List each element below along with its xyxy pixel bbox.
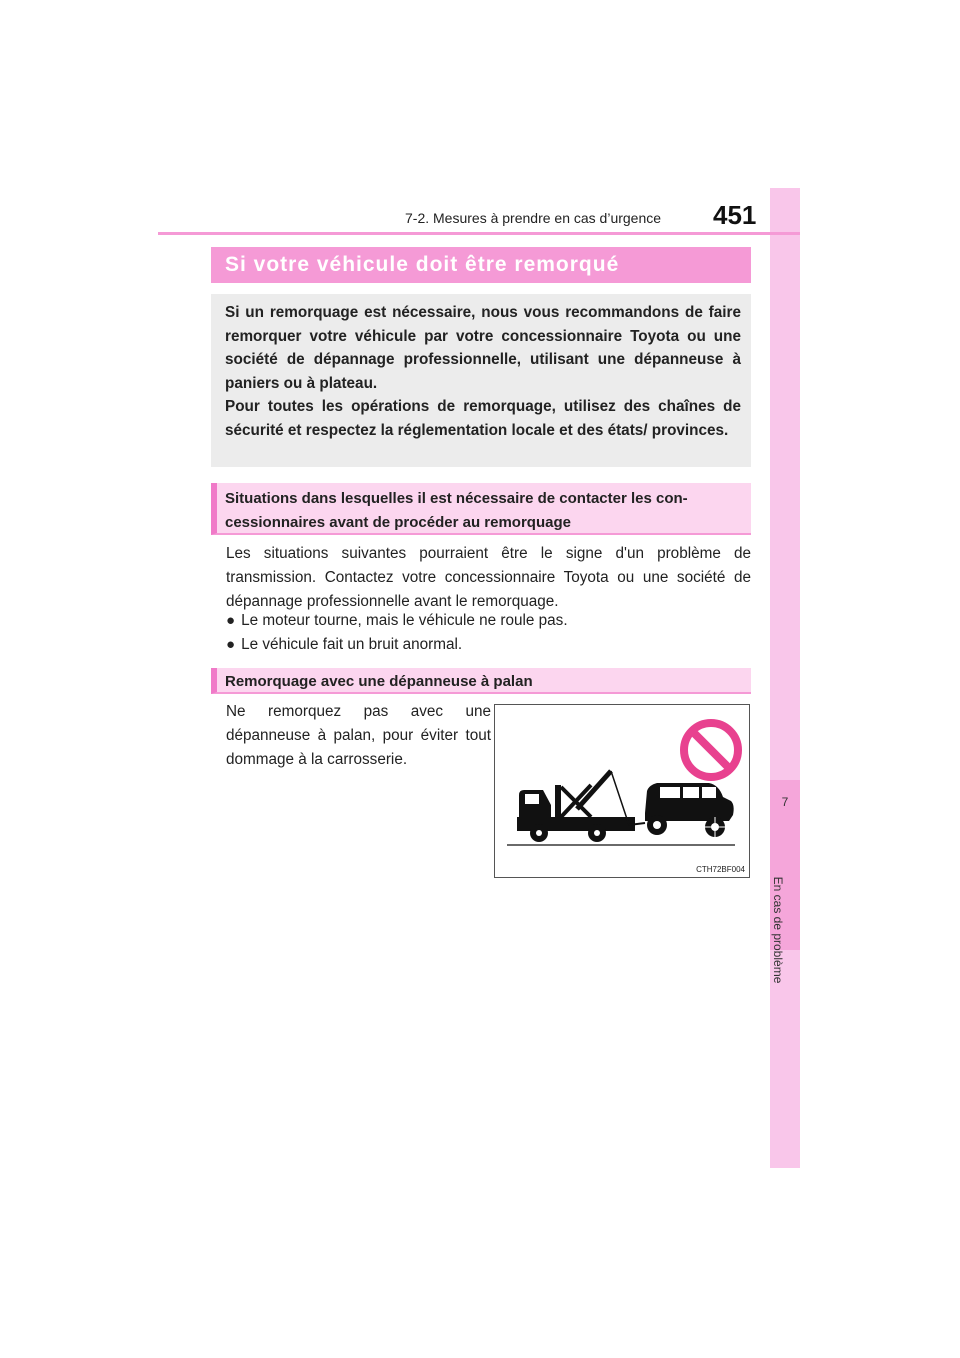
section-heading-dealer-contact (211, 483, 751, 535)
list-item: ● Le véhicule fait un bruit anormal. (226, 636, 463, 653)
tow-truck-illustration (494, 704, 750, 878)
page-title-bar (211, 247, 751, 283)
intro-box (211, 294, 751, 467)
chapter-label: En cas de problème (771, 876, 785, 984)
section-heading-line-1: Situations dans lesquelles il est nécessaire de contacter les con- (225, 490, 688, 507)
suv-icon (645, 783, 734, 837)
section-heading: Remorquage avec une dépanneuse à palan (225, 673, 533, 690)
figure-code: CTH72BF004 (696, 865, 745, 874)
section1-body: Les situations suivantes pourraient être le signe d'un problème de transmission. Contactez votre concessionnaire Toyota ou une société de dépannage professionnelle avant le remorquage. (226, 545, 751, 610)
bullet-icon: ● (226, 636, 236, 653)
prohibition-icon (684, 723, 738, 777)
chapter-number: 7 (781, 795, 789, 809)
section2-body: Ne remorquez pas avec une dépanneuse à palan, pour éviter tout dommage à la carrosserie. (226, 703, 491, 768)
tow-truck-icon (517, 771, 635, 842)
section-heading-line-2: cessionnaires avant de procéder au remorquage (225, 513, 571, 531)
chapter-side-strip (770, 188, 800, 1168)
intro-paragraph-2: Pour toutes les opérations de remorquage, utilisez des chaînes de sécurité et respectez la réglementation locale et des états/ provinces. (225, 398, 741, 439)
section-heading-wheel-lift (211, 668, 751, 694)
header-section-title: 7-2. Mesures à prendre en cas d’urgence (405, 210, 662, 226)
header-divider (158, 232, 800, 235)
tow-truck-drawing (495, 705, 749, 877)
list-item: ● Le moteur tourne, mais le véhicule ne roule pas. (226, 612, 568, 629)
page-title: Si votre véhicule doit être remorqué (225, 253, 620, 276)
bullet-icon: ● (226, 612, 236, 629)
page-number: 451 (713, 200, 757, 230)
intro-paragraph-1: Si un remorquage est nécessaire, nous vous recommandons de faire remorquer votre véhicule par votre concessionnaire Toyota ou une société de dépannage professionnelle, utilisant une dépanneuse à paniers ou à plateau. (225, 304, 741, 392)
